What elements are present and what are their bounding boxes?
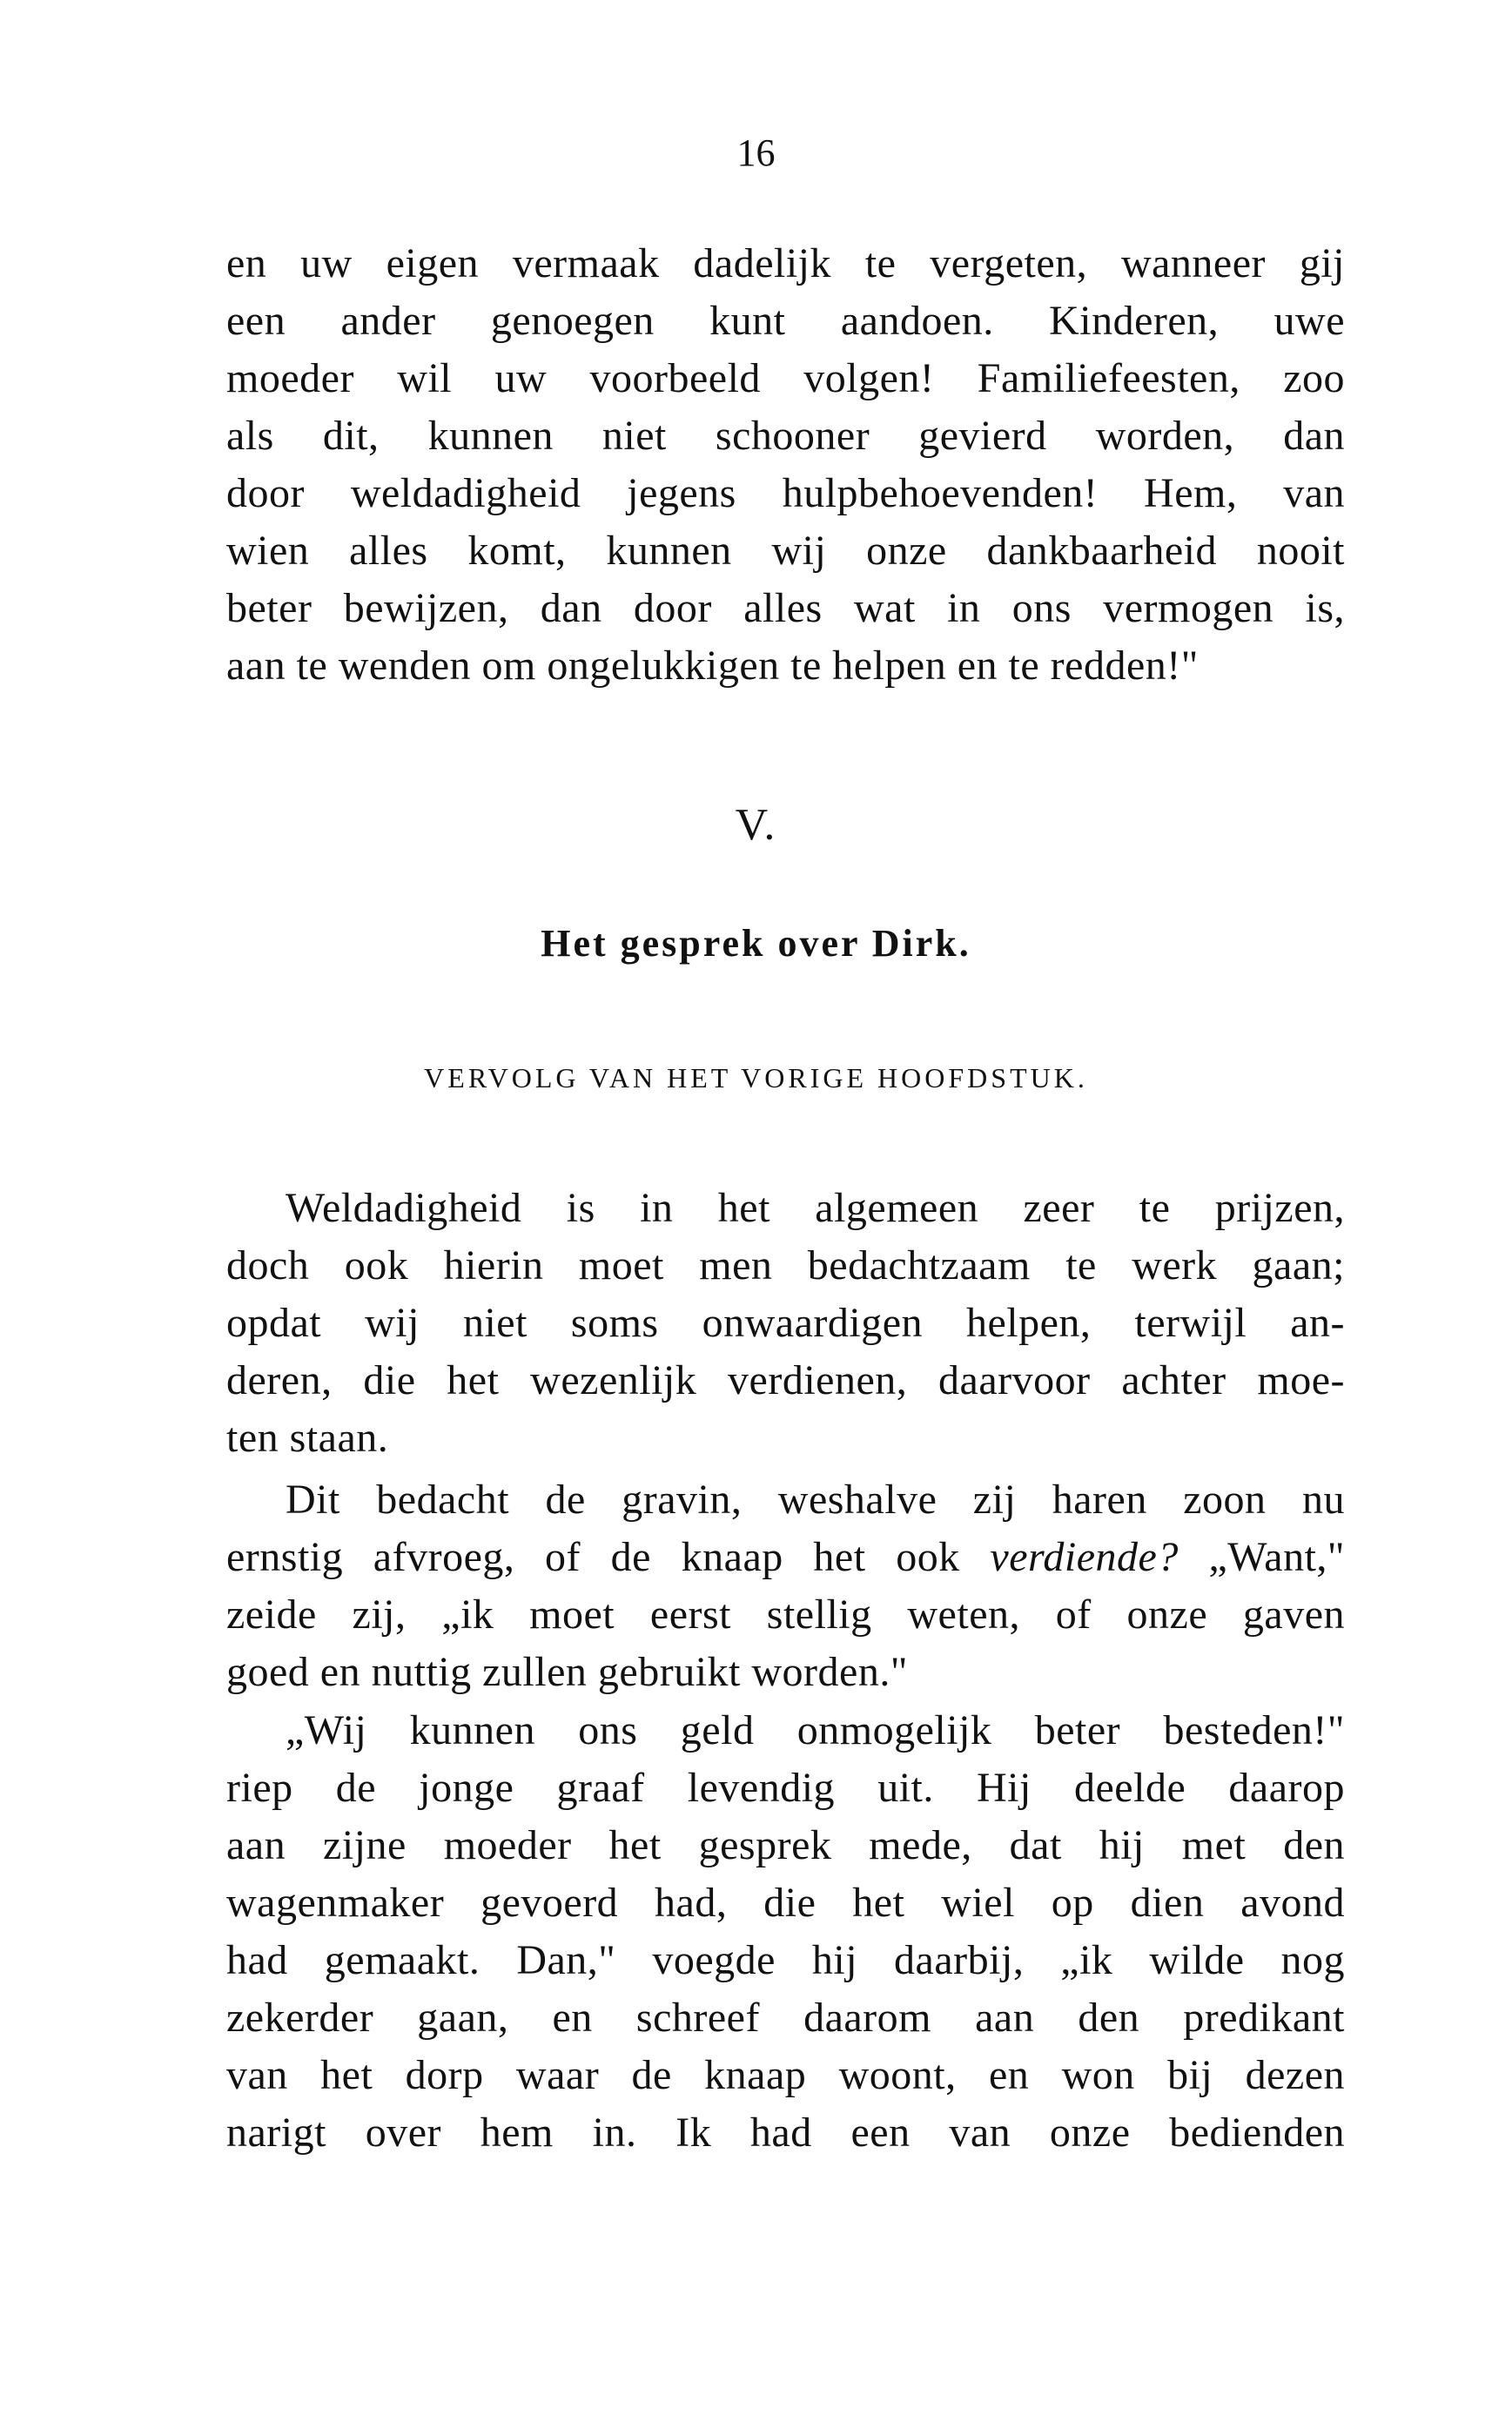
- chapter-title: Het gesprek over Dirk.: [541, 922, 971, 965]
- text-line: „Wij kunnen ons geld onmogelijk beter besteden!": [286, 1707, 1345, 1753]
- text-line: door weldadigheid jegens hulpbehoevenden! Hem, van: [226, 470, 1345, 516]
- text-line: een ander genoegen kunt aandoen. Kinderen, uwe: [226, 298, 1345, 344]
- paragraph-1: [226, 235, 1345, 695]
- text-line: narigt over hem in. Ik had een van onze bedienden: [226, 2110, 1345, 2156]
- text-line: goed en nuttig zullen gebruikt worden.": [226, 1649, 908, 1695]
- text-segment: „Want,": [1178, 1534, 1346, 1580]
- text-line: wagenmaker gevoerd had, die het wiel op dien avond: [226, 1880, 1345, 1926]
- chapter-number: V.: [735, 800, 777, 850]
- paragraph-3: [226, 1471, 1345, 1701]
- text-segment: ernstig afvroeg, of de knaap het ook: [226, 1534, 991, 1580]
- text-line: moeder wil uw voorbeeld volgen! Familiefeesten, zoo: [226, 355, 1345, 401]
- text-line: Dit bedacht de gravin, weshalve zij haren zoon nu: [286, 1477, 1345, 1523]
- text-line: als dit, kunnen niet schooner gevierd worden, dan: [226, 413, 1345, 459]
- text-line: doch ook hierin moet men bedachtzaam te werk gaan;: [226, 1242, 1345, 1289]
- paragraph-2: [226, 1180, 1345, 1467]
- text-line: en uw eigen vermaak dadelijk te vergeten, wanneer gij: [226, 240, 1345, 286]
- chapter-subtitle: VERVOLG VAN HET VORIGE HOOFDSTUK.: [424, 1062, 1088, 1093]
- paragraph-4: [226, 1702, 1345, 2162]
- text-line: zeide zij, „ik moet eerst stellig weten, of onze gaven: [226, 1591, 1345, 1638]
- text-line: van het dorp waar de knaap woont, en won bij dezen: [226, 2052, 1345, 2098]
- text-line: aan te wenden om ongelukkigen te helpen en te redden!": [226, 643, 1199, 689]
- text-line: beter bewijzen, dan door alles wat in ons vermogen is,: [226, 585, 1345, 631]
- text-line: ten staan.: [226, 1415, 389, 1461]
- text-line: deren, die het wezenlijk verdienen, daarvoor achter moe-: [226, 1357, 1345, 1403]
- text-line: wien alles komt, kunnen wij onze dankbaarheid nooit: [226, 528, 1345, 574]
- text-line: zekerder gaan, en schreef daarom aan den predikant: [226, 1995, 1345, 2041]
- text-line: Weldadigheid is in het algemeen zeer te prijzen,: [286, 1185, 1345, 1231]
- text-line: had gemaakt. Dan," voegde hij daarbij, „ik wilde nog: [226, 1937, 1345, 1983]
- text-line: aan zijne moeder het gesprek mede, dat hij met den: [226, 1822, 1345, 1868]
- page-number: 16: [736, 131, 776, 174]
- text-line: [226, 1529, 1345, 1586]
- text-line: riep de jonge graaf levendig uit. Hij deelde daarop: [226, 1765, 1345, 1811]
- text-line: opdat wij niet soms onwaardigen helpen, terwijl an-: [226, 1300, 1345, 1346]
- emphasized-word: verdiende?: [990, 1534, 1179, 1580]
